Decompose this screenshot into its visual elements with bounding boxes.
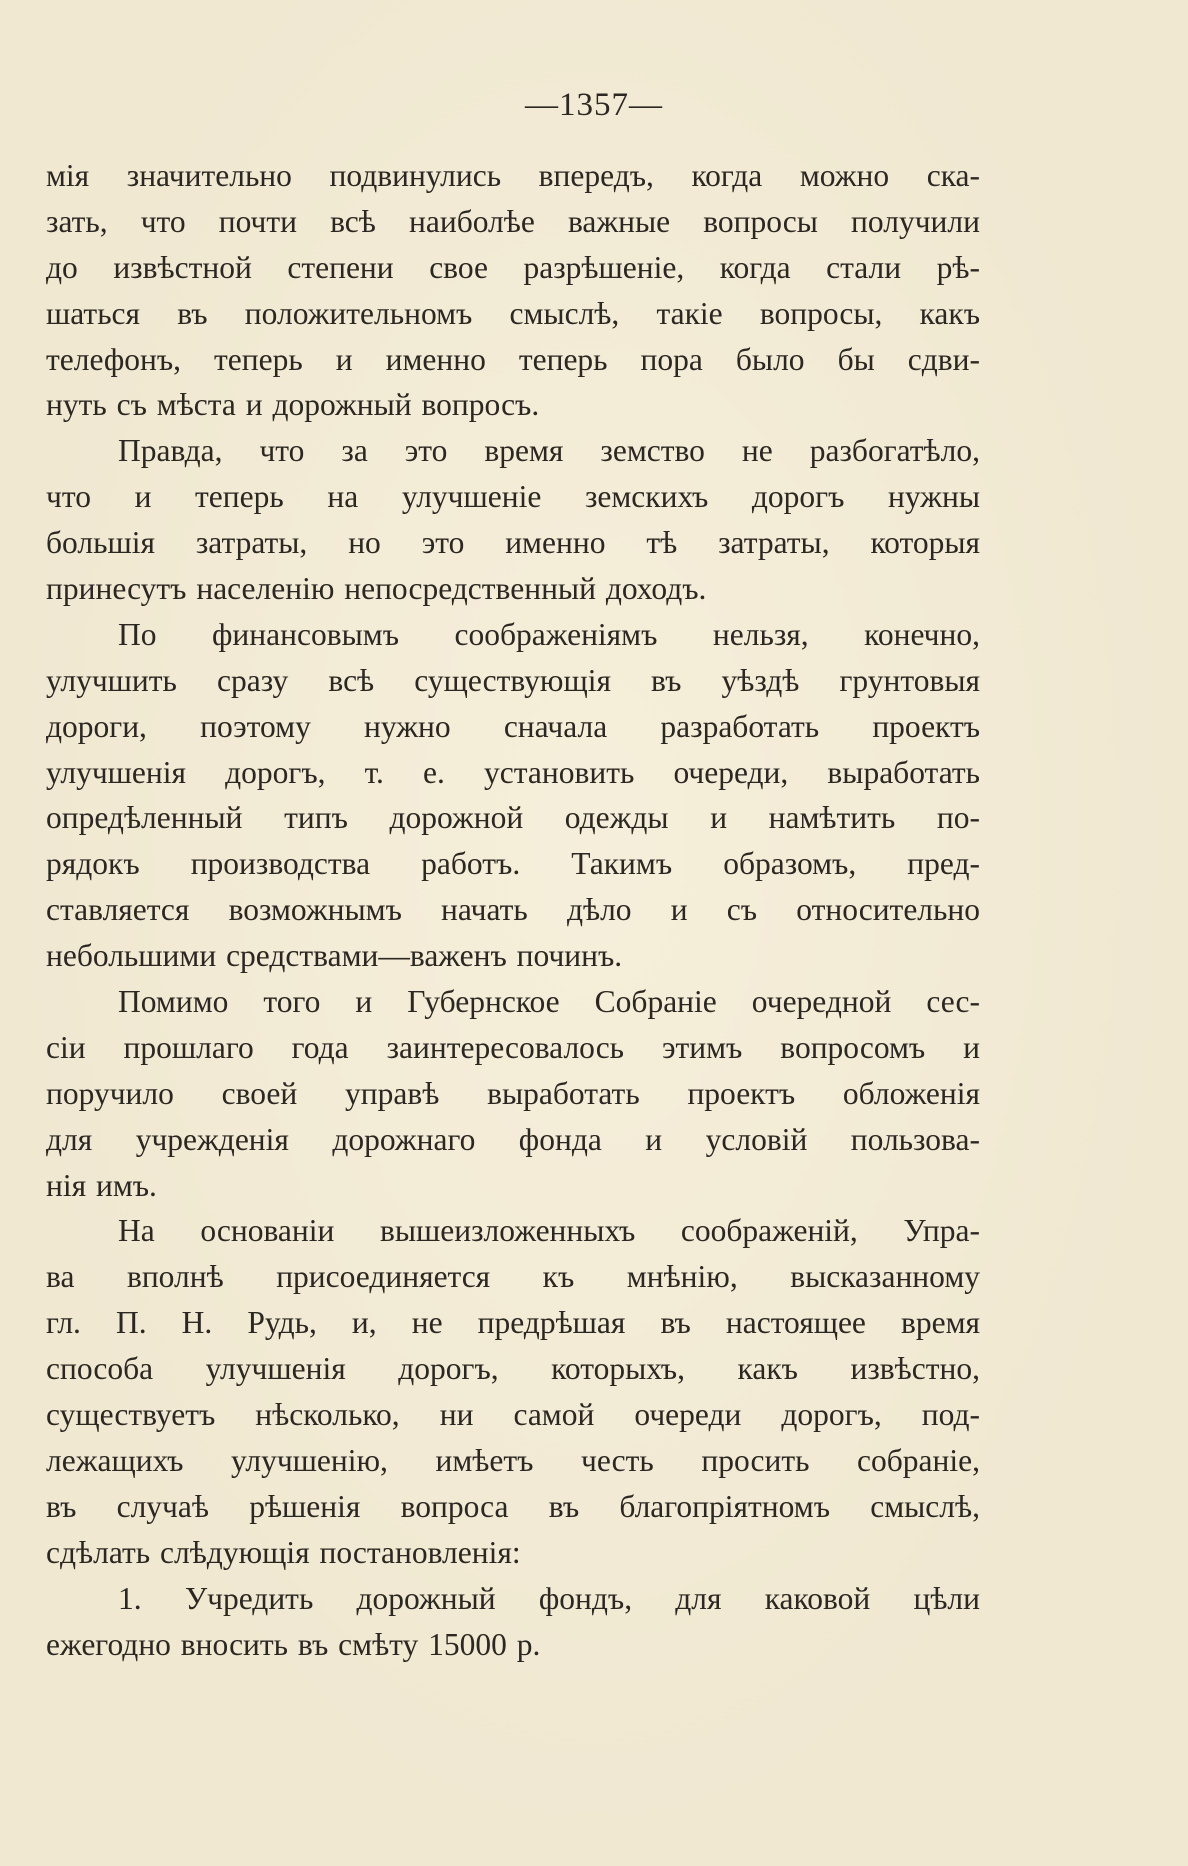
paragraph — [46, 1208, 980, 1575]
paragraph — [46, 612, 980, 979]
text-line: что и теперь на улучшеніе земскихъ дорогъ нужны — [46, 479, 980, 515]
text-line: небольшими средствами—важенъ починъ. — [46, 938, 623, 974]
text-line: сіи прошлаго года заинтересовалось этимъ вопросомъ и — [46, 1029, 980, 1065]
paragraph — [46, 428, 980, 612]
text-line: въ случаѣ рѣшенія вопроса въ благопріятномъ смыслѣ, — [46, 1488, 980, 1524]
text-line: нуть съ мѣста и дорожный вопросъ. — [46, 387, 540, 423]
text-line: По финансовымъ соображеніямъ нельзя, конечно, — [118, 616, 980, 652]
body-text — [46, 153, 980, 1667]
text-line: поручило своей управѣ выработать проектъ обложенія — [46, 1075, 980, 1111]
text-line: принесутъ населенію непосредственный доходъ. — [46, 571, 707, 607]
text-line: сдѣлать слѣдующія постановленія: — [46, 1534, 521, 1570]
paragraph — [46, 979, 980, 1208]
text-line: лежащихъ улучшенію, имѣетъ честь просить собраніе, — [46, 1442, 980, 1478]
text-line: Помимо того и Губернское Собраніе очередной сес- — [118, 984, 980, 1020]
text-line: улучшить сразу всѣ существующія въ уѣздѣ грунтовыя — [46, 662, 980, 698]
text-line: ва вполнѣ присоединяется къ мнѣнію, высказанному — [46, 1259, 980, 1295]
paragraph — [46, 153, 980, 428]
text-line: ставляется возможнымъ начать дѣло и съ относительно — [46, 892, 980, 928]
text-line: большія затраты, но это именно тѣ затраты, которыя — [46, 525, 980, 561]
text-line: улучшенія дорогъ, т. е. установить очереди, выработать — [46, 754, 980, 790]
page-number: —1357— — [525, 87, 663, 123]
text-line: мія значительно подвинулись впередъ, когда можно ска- — [46, 158, 980, 193]
text-line: На основаніи вышеизложенныхъ соображеній, Упра- — [118, 1213, 980, 1249]
text-line: нія имъ. — [46, 1167, 157, 1203]
text-line: для учрежденія дорожнаго фонда и условій пользова- — [46, 1121, 980, 1157]
text-line: до извѣстной степени свое разрѣшеніе, когда стали рѣ- — [46, 249, 980, 285]
text-line: зать, что почти всѣ наиболѣе важные вопросы получили — [46, 203, 980, 239]
text-line: гл. П. Н. Рудь, и, не предрѣшая въ настоящее время — [46, 1305, 980, 1341]
text-line: телефонъ, теперь и именно теперь пора было бы сдви- — [46, 341, 980, 377]
text-line: способа улучшенія дорогъ, которыхъ, какъ извѣстно, — [46, 1351, 980, 1387]
text-line: ежегодно вносить въ смѣту 15000 р. — [46, 1626, 541, 1662]
text-line: существуетъ нѣсколько, ни самой очереди дорогъ, под- — [46, 1397, 980, 1433]
text-line: 1. Учредить дорожный фондъ, для каковой цѣли — [118, 1580, 980, 1616]
paragraph — [46, 1576, 980, 1668]
text-line: дороги, поэтому нужно сначала разработать проектъ — [46, 708, 980, 744]
text-line: шаться въ положительномъ смыслѣ, такіе вопросы, какъ — [46, 295, 980, 331]
text-line: Правда, что за это время земство не разбогатѣло, — [118, 433, 980, 469]
text-line: опредѣленный типъ дорожной одежды и намѣтить по- — [46, 800, 980, 836]
text-line: рядокъ производства работъ. Такимъ образомъ, пред- — [46, 846, 980, 882]
